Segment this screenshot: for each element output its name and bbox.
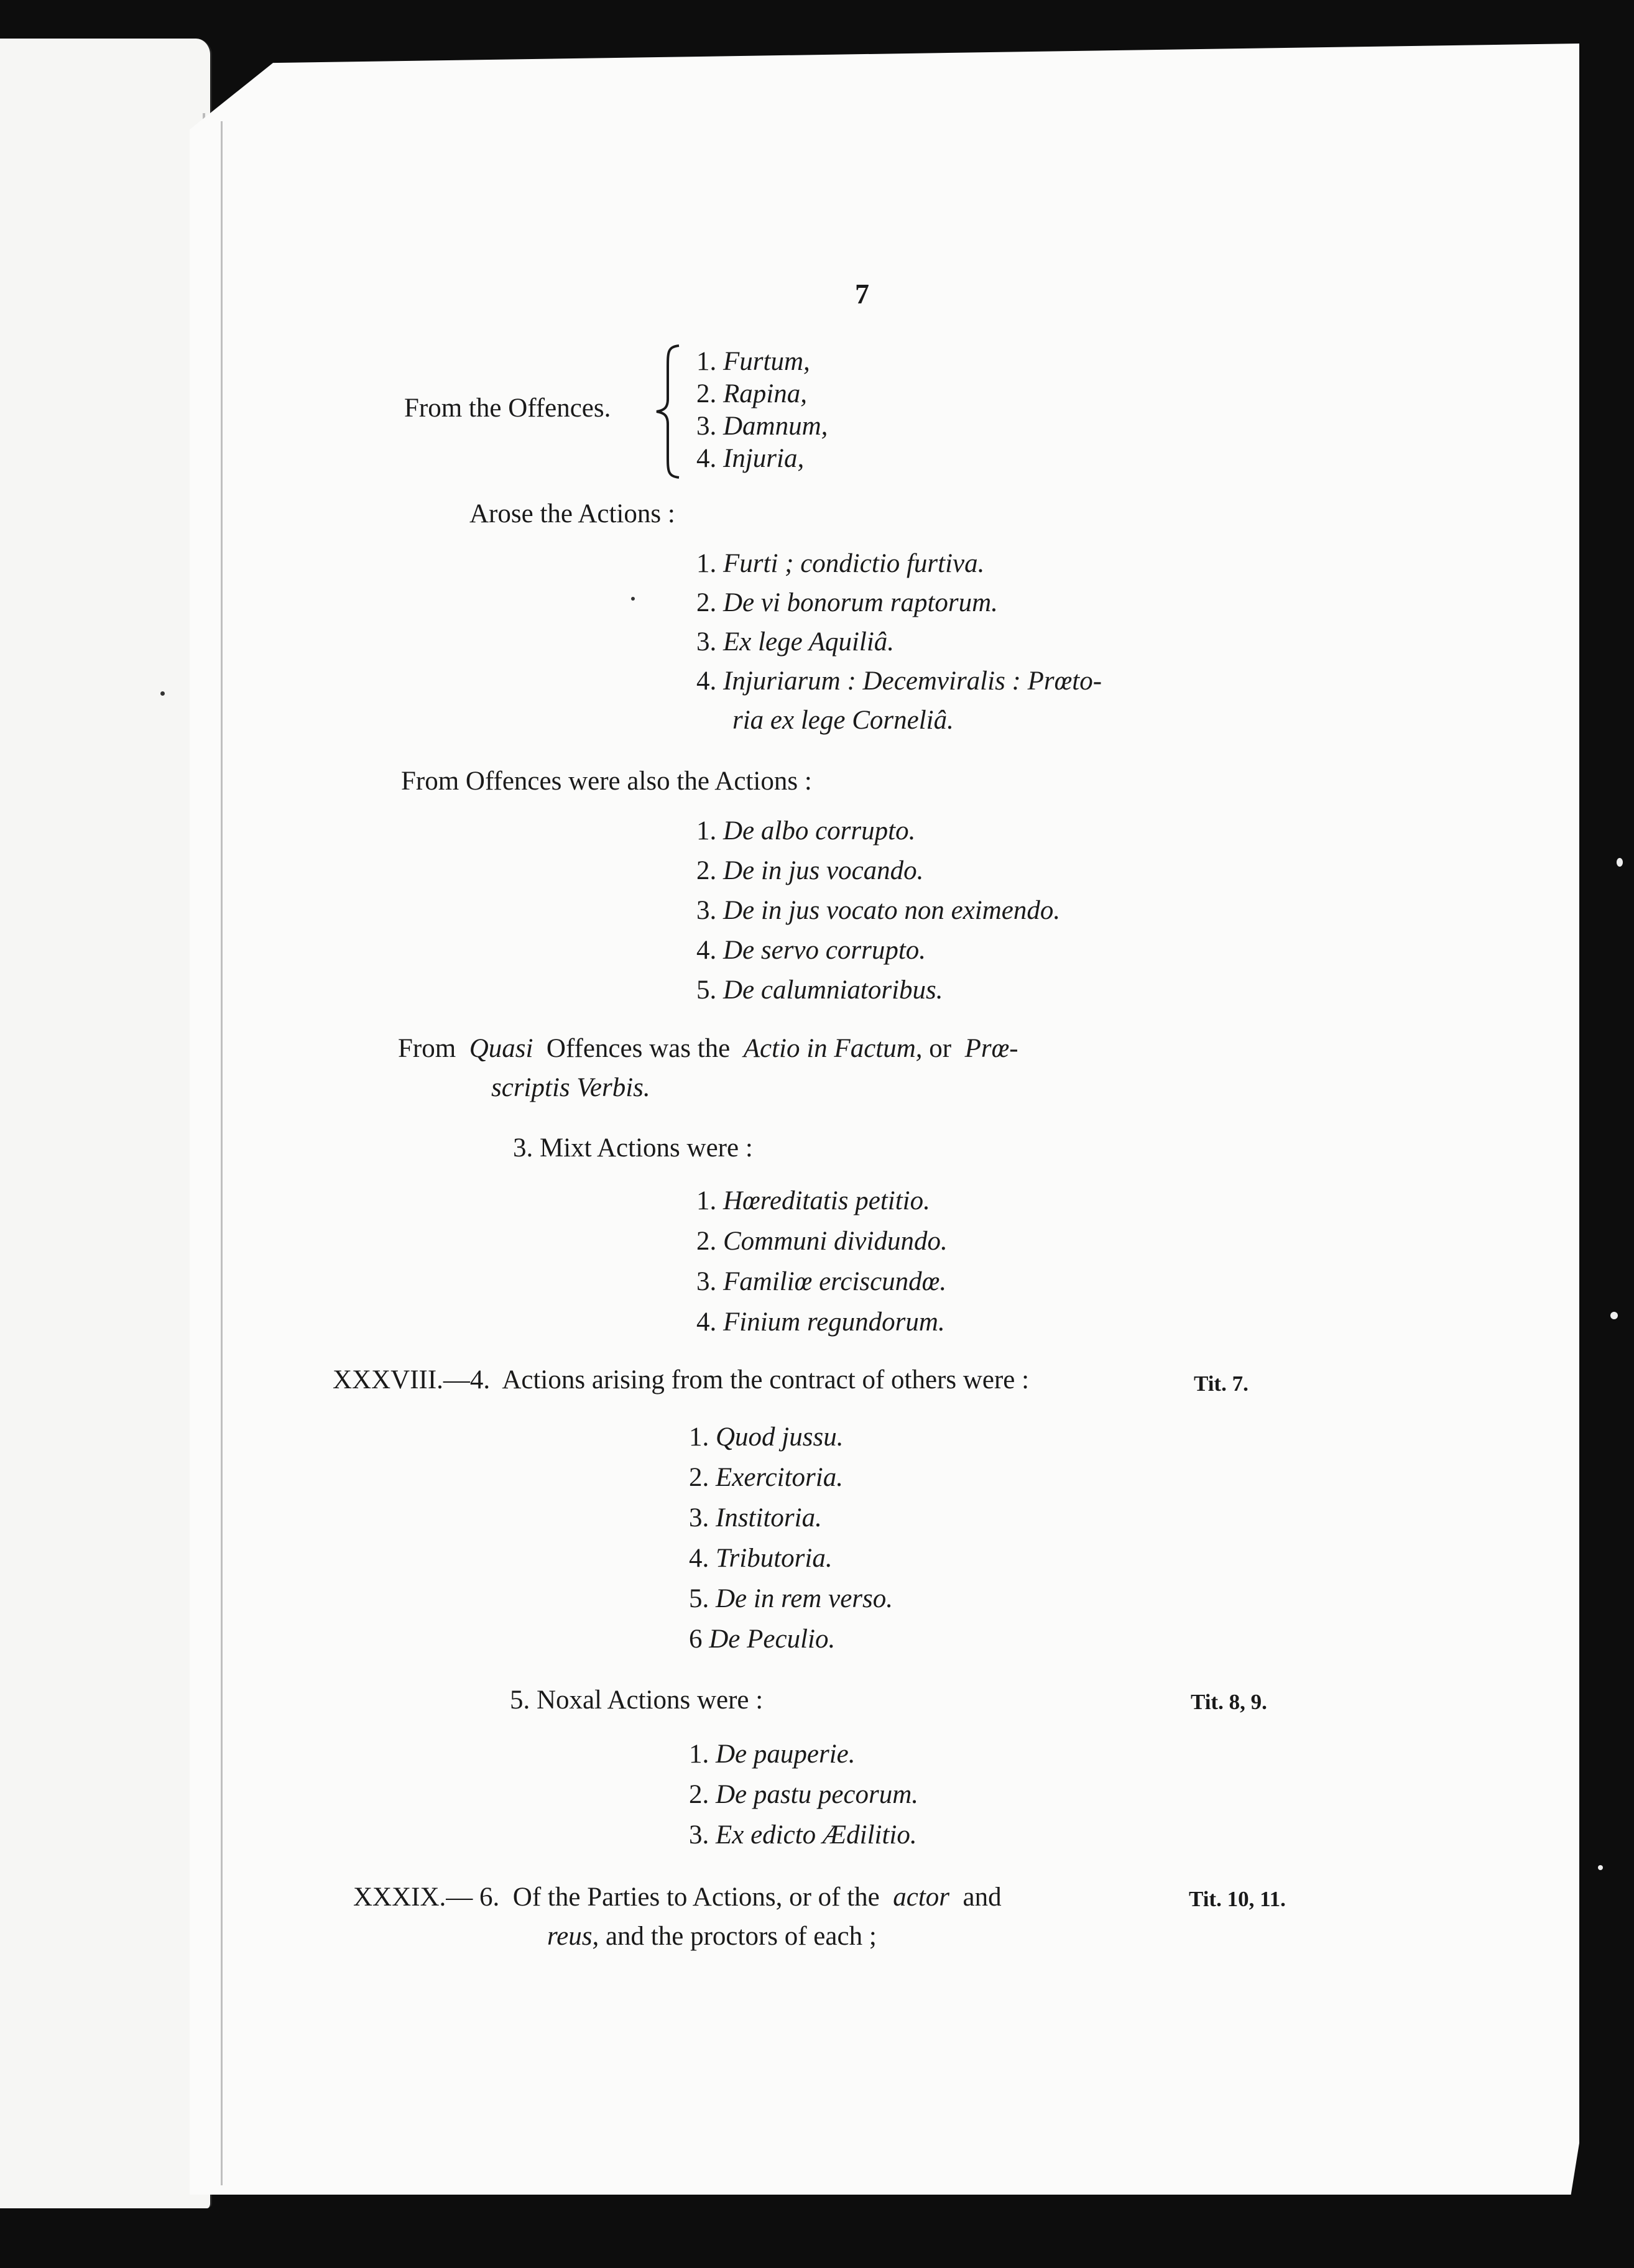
- list-item: 3. Ex lege Aquiliâ.: [696, 627, 895, 657]
- list-item: 1. De albo corrupto.: [696, 816, 916, 846]
- list-item: 3. Damnum,: [696, 412, 828, 441]
- list-item: 4. Finium regundorum.: [696, 1307, 945, 1337]
- list-item: 1. Furti ; condictio furtiva.: [696, 549, 985, 578]
- page-gutter-shadow: [221, 121, 223, 2185]
- section-39-continuation: reus, and the proctors of each ;: [547, 1922, 877, 1951]
- page-number: 7: [855, 278, 869, 310]
- scan-speck: [1617, 858, 1623, 867]
- quasi-offences-line: From Quasi Offences was the Actio in Factum, or Prœ-: [398, 1034, 1018, 1063]
- margin-note: Tit. 8, 9.: [1191, 1690, 1267, 1714]
- offences-intro: From the Offences.: [404, 394, 611, 423]
- scan-speck: [1610, 1312, 1618, 1319]
- list-item: 1. Furtum,: [696, 347, 810, 376]
- left-brace-icon: [653, 343, 684, 480]
- section-39-line: XXXIX.— 6. Of the Parties to Actions, or of the actor and: [353, 1883, 1002, 1912]
- list-item: 4. De servo corrupto.: [696, 936, 926, 965]
- also-heading: From Offences were also the Actions :: [401, 767, 812, 796]
- list-item: 3. Familiœ erciscundœ.: [696, 1267, 947, 1296]
- list-item: 2. Exercitoria.: [689, 1463, 843, 1492]
- mixt-heading: 3. Mixt Actions were :: [513, 1133, 753, 1163]
- book-page: [190, 44, 1579, 2195]
- quasi-offences-continuation: scriptis Verbis.: [491, 1073, 650, 1102]
- list-item: 3. De in jus vocato non eximendo.: [696, 896, 1061, 925]
- list-item: 1. De pauperie.: [689, 1740, 856, 1769]
- list-item: 1. Hœreditatis petitio.: [696, 1186, 930, 1215]
- scan-speck: [1598, 1865, 1603, 1870]
- list-item: 2. Rapina,: [696, 379, 807, 408]
- section-38-line: XXXVIII.—4. Actions arising from the contract of others were :: [333, 1365, 1030, 1394]
- noxal-heading: 5. Noxal Actions were :: [510, 1685, 764, 1715]
- list-item: 4. Tributoria.: [689, 1544, 833, 1573]
- list-item: 5. De in rem verso.: [689, 1584, 893, 1613]
- arose-heading: Arose the Actions :: [469, 499, 675, 528]
- list-item: 5. De calumniatoribus.: [696, 975, 943, 1005]
- list-item: 2. Communi dividundo.: [696, 1227, 948, 1256]
- list-item: 2. De in jus vocando.: [696, 856, 924, 885]
- list-item: 3. Institoria.: [689, 1503, 822, 1533]
- list-item: 2. De vi bonorum raptorum.: [696, 588, 998, 617]
- scan-speck: [160, 691, 165, 696]
- list-item: 4. Injuriarum : Decemviralis : Prœto-: [696, 666, 1102, 696]
- scan-speck: [631, 597, 635, 601]
- facing-page-edge: [0, 39, 212, 2208]
- section-label: XXXIX.— 6.: [353, 1883, 500, 1912]
- list-item-continuation: ria ex lege Corneliâ.: [732, 706, 954, 735]
- list-item: 6 De Peculio.: [689, 1625, 836, 1654]
- margin-note: Tit. 7.: [1194, 1371, 1249, 1396]
- list-item: 1. Quod jussu.: [689, 1422, 844, 1452]
- list-item: 2. De pastu pecorum.: [689, 1780, 919, 1809]
- margin-note: Tit. 10, 11.: [1189, 1887, 1286, 1911]
- list-item: 4. Injuria,: [696, 444, 805, 473]
- list-item: 3. Ex edicto Ædilitio.: [689, 1820, 917, 1850]
- section-label: XXXVIII.—4.: [333, 1365, 491, 1394]
